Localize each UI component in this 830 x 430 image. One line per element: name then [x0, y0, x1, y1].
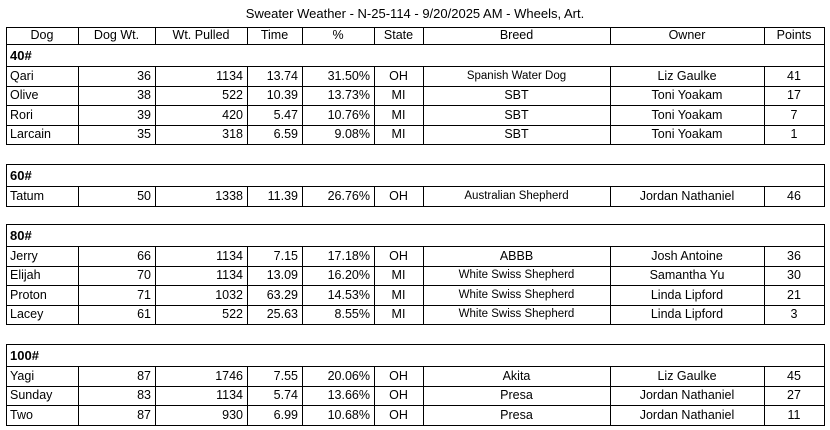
- grid-line: [302, 186, 303, 207]
- cell-points: 36: [787, 248, 801, 263]
- grid-line: [155, 86, 156, 107]
- grid-line: [6, 44, 7, 145]
- cell-wt: 36: [137, 68, 151, 83]
- grid-line: [423, 305, 424, 326]
- cell-state: MI: [391, 88, 406, 103]
- cell-pulled: 420: [222, 107, 243, 122]
- grid-line: [155, 386, 156, 407]
- cell-points: 17: [787, 88, 801, 103]
- cell-owner: Jordan Nathaniel: [639, 388, 735, 403]
- cell-time: 13.74: [266, 68, 298, 83]
- cell-dog: Elijah: [10, 268, 41, 283]
- grid-line: [423, 266, 424, 287]
- cell-dog: Proton: [10, 287, 47, 302]
- cell-breed: SBT: [504, 88, 529, 103]
- cell-points: 3: [790, 307, 798, 322]
- grid-line: [610, 186, 611, 207]
- grid-line: [78, 246, 79, 267]
- cell-state: OH: [389, 407, 408, 422]
- grid-line: [6, 224, 7, 325]
- grid-line: [374, 366, 375, 387]
- cell-wt: 39: [137, 107, 151, 122]
- grid-line: [302, 246, 303, 267]
- grid-line: [302, 366, 303, 387]
- cell-breed: Presa: [500, 407, 533, 422]
- cell-wt: 87: [137, 407, 151, 422]
- column-header-time: Time: [260, 28, 289, 42]
- cell-owner: Liz Gaulke: [657, 368, 717, 383]
- cell-points: 7: [790, 107, 798, 122]
- cell-dog: Lacey: [10, 307, 44, 322]
- cell-pulled: 1338: [215, 188, 243, 203]
- cell-dog: Rori: [10, 107, 33, 122]
- column-header-owner: Owner: [668, 28, 706, 42]
- grid-line: [610, 305, 611, 326]
- cell-pulled: 1746: [215, 368, 243, 383]
- grid-line: [423, 366, 424, 387]
- weight-class-label: 80#: [10, 228, 32, 243]
- grid-line: [610, 366, 611, 387]
- grid-line: [6, 224, 824, 225]
- grid-line: [6, 164, 824, 165]
- cell-pct: 10.68%: [327, 407, 370, 422]
- grid-line: [423, 246, 424, 267]
- grid-line: [78, 66, 79, 87]
- cell-dog: Sunday: [10, 388, 53, 403]
- grid-line: [78, 386, 79, 407]
- cell-owner: Liz Gaulke: [657, 68, 717, 83]
- grid-line: [374, 305, 375, 326]
- column-header-points: Points: [776, 28, 812, 42]
- cell-wt: 61: [137, 307, 151, 322]
- column-header-pct: %: [332, 28, 344, 42]
- grid-line: [78, 266, 79, 287]
- cell-state: OH: [389, 368, 408, 383]
- cell-time: 7.15: [273, 248, 298, 263]
- grid-line: [302, 405, 303, 426]
- cell-state: OH: [389, 68, 408, 83]
- page-title: Sweater Weather - N-25-114 - 9/20/2025 AM - Wheels, Art.: [245, 6, 585, 21]
- cell-wt: 87: [137, 368, 151, 383]
- cell-time: 11.39: [267, 188, 298, 203]
- cell-pct: 26.76%: [327, 188, 370, 203]
- grid-line: [247, 105, 248, 126]
- cell-breed: Presa: [500, 388, 533, 403]
- cell-time: 13.09: [266, 268, 298, 283]
- cell-pct: 8.55%: [334, 307, 370, 322]
- column-header-wt: Dog Wt.: [93, 28, 140, 42]
- grid-line: [6, 44, 824, 45]
- cell-owner: Toni Yoakam: [651, 107, 723, 122]
- grid-line: [764, 186, 765, 207]
- grid-line: [610, 405, 611, 426]
- grid-line: [374, 125, 375, 146]
- cell-breed: White Swiss Shepherd: [458, 308, 575, 321]
- grid-line: [764, 366, 765, 387]
- grid-line: [302, 66, 303, 87]
- cell-pulled: 930: [222, 407, 243, 422]
- grid-line: [764, 86, 765, 107]
- grid-line: [302, 105, 303, 126]
- grid-line: [374, 86, 375, 107]
- cell-time: 6.99: [273, 407, 298, 422]
- cell-breed: SBT: [504, 127, 529, 142]
- grid-line: [6, 344, 824, 345]
- cell-points: 21: [787, 287, 801, 302]
- grid-line: [155, 405, 156, 426]
- grid-line: [78, 366, 79, 387]
- cell-time: 6.59: [273, 127, 298, 142]
- cell-state: MI: [391, 127, 406, 142]
- grid-line: [155, 366, 156, 387]
- cell-wt: 38: [137, 88, 151, 103]
- cell-wt: 83: [137, 388, 151, 403]
- grid-line: [302, 386, 303, 407]
- grid-line: [247, 266, 248, 287]
- grid-line: [78, 105, 79, 126]
- cell-dog: Jerry: [10, 248, 38, 263]
- cell-dog: Two: [10, 407, 33, 422]
- cell-wt: 66: [137, 248, 151, 263]
- grid-line: [764, 246, 765, 267]
- grid-line: [764, 66, 765, 87]
- cell-points: 30: [787, 268, 801, 283]
- grid-line: [764, 27, 765, 44]
- cell-breed: White Swiss Shepherd: [458, 288, 575, 301]
- grid-line: [423, 86, 424, 107]
- cell-pulled: 1134: [216, 68, 243, 83]
- cell-time: 7.55: [273, 368, 298, 383]
- grid-line: [374, 246, 375, 267]
- grid-line: [155, 27, 156, 44]
- cell-pct: 10.76%: [327, 107, 370, 122]
- grid-line: [610, 86, 611, 107]
- grid-line: [78, 27, 79, 44]
- column-header-dog: Dog: [30, 28, 54, 42]
- cell-state: OH: [389, 248, 408, 263]
- grid-line: [423, 285, 424, 306]
- cell-breed: ABBB: [499, 248, 534, 263]
- grid-line: [302, 125, 303, 146]
- cell-state: MI: [391, 307, 406, 322]
- grid-line: [374, 105, 375, 126]
- cell-owner: Jordan Nathaniel: [639, 407, 735, 422]
- grid-line: [302, 266, 303, 287]
- cell-wt: 50: [137, 188, 151, 203]
- grid-line: [764, 266, 765, 287]
- grid-line: [247, 66, 248, 87]
- column-header-state: State: [383, 28, 414, 42]
- cell-points: 1: [790, 127, 798, 142]
- grid-line: [155, 305, 156, 326]
- cell-points: 11: [787, 407, 801, 422]
- grid-line: [78, 285, 79, 306]
- grid-line: [247, 285, 248, 306]
- cell-breed: Akita: [502, 368, 531, 383]
- cell-points: 46: [787, 188, 801, 203]
- grid-line: [247, 405, 248, 426]
- grid-line: [824, 27, 825, 44]
- grid-line: [764, 405, 765, 426]
- cell-owner: Jordan Nathaniel: [639, 188, 735, 203]
- grid-line: [155, 125, 156, 146]
- cell-dog: Tatum: [10, 188, 45, 203]
- grid-line: [610, 266, 611, 287]
- cell-owner: Josh Antoine: [651, 248, 723, 263]
- cell-pulled: 522: [222, 88, 243, 103]
- cell-pulled: 1134: [216, 268, 243, 283]
- grid-line: [155, 285, 156, 306]
- cell-wt: 71: [137, 287, 151, 302]
- grid-line: [302, 285, 303, 306]
- column-header-row: [0, 27, 830, 44]
- cell-wt: 35: [137, 127, 151, 142]
- grid-line: [423, 125, 424, 146]
- cell-pct: 20.06%: [327, 368, 370, 383]
- cell-dog: Yagi: [10, 368, 35, 383]
- column-header-pulled: Wt. Pulled: [172, 28, 230, 42]
- cell-pulled: 522: [222, 307, 243, 322]
- grid-line: [374, 386, 375, 407]
- grid-line: [423, 405, 424, 426]
- cell-pct: 13.66%: [327, 388, 370, 403]
- column-header-breed: Breed: [499, 28, 534, 42]
- cell-pulled: 1134: [216, 388, 243, 403]
- weight-class-label: 60#: [10, 168, 32, 183]
- grid-line: [423, 27, 424, 44]
- grid-line: [764, 285, 765, 306]
- weight-class-label: 40#: [10, 48, 32, 63]
- grid-line: [155, 105, 156, 126]
- grid-line: [764, 386, 765, 407]
- grid-line: [6, 27, 824, 28]
- cell-dog: Larcain: [10, 127, 51, 142]
- grid-line: [824, 224, 825, 325]
- cell-points: 41: [787, 68, 801, 83]
- grid-line: [610, 27, 611, 44]
- grid-line: [302, 305, 303, 326]
- cell-owner: Samantha Yu: [649, 268, 725, 283]
- cell-breed: Australian Shepherd: [464, 189, 569, 202]
- grid-line: [155, 266, 156, 287]
- grid-line: [78, 305, 79, 326]
- cell-wt: 70: [137, 268, 151, 283]
- grid-line: [78, 125, 79, 146]
- cell-time: 5.74: [273, 388, 298, 403]
- cell-points: 27: [787, 388, 801, 403]
- grid-line: [374, 186, 375, 207]
- grid-line: [155, 246, 156, 267]
- grid-line: [764, 305, 765, 326]
- grid-line: [155, 66, 156, 87]
- grid-line: [374, 405, 375, 426]
- grid-line: [374, 285, 375, 306]
- grid-line: [610, 246, 611, 267]
- grid-line: [247, 366, 248, 387]
- cell-pct: 16.20%: [327, 268, 370, 283]
- cell-time: 5.47: [273, 107, 298, 122]
- grid-line: [78, 86, 79, 107]
- cell-pct: 31.50%: [327, 68, 370, 83]
- grid-line: [78, 405, 79, 426]
- cell-breed: SBT: [504, 107, 529, 122]
- cell-state: MI: [391, 287, 406, 302]
- grid-line: [247, 27, 248, 44]
- grid-line: [824, 44, 825, 145]
- cell-dog: Olive: [10, 88, 39, 103]
- cell-pct: 9.08%: [334, 127, 370, 142]
- grid-line: [423, 386, 424, 407]
- grid-line: [78, 186, 79, 207]
- cell-time: 25.63: [266, 307, 298, 322]
- grid-line: [824, 164, 825, 207]
- cell-breed: White Swiss Shepherd: [458, 269, 575, 282]
- grid-line: [302, 86, 303, 107]
- cell-pulled: 1134: [216, 248, 243, 263]
- cell-owner: Toni Yoakam: [651, 88, 723, 103]
- cell-state: MI: [391, 268, 406, 283]
- cell-pulled: 1032: [215, 287, 243, 302]
- weight-class-label: 100#: [10, 348, 39, 363]
- grid-line: [374, 66, 375, 87]
- grid-line: [423, 105, 424, 126]
- cell-time: 10.39: [266, 88, 298, 103]
- grid-line: [247, 246, 248, 267]
- grid-line: [764, 105, 765, 126]
- grid-line: [374, 27, 375, 44]
- cell-dog: Qari: [10, 68, 34, 83]
- cell-state: MI: [391, 107, 406, 122]
- cell-owner: Toni Yoakam: [651, 127, 723, 142]
- cell-pulled: 318: [222, 127, 243, 142]
- grid-line: [824, 344, 825, 426]
- grid-line: [610, 386, 611, 407]
- grid-line: [610, 105, 611, 126]
- cell-time: 63.29: [266, 287, 298, 302]
- grid-line: [247, 186, 248, 207]
- cell-owner: Linda Lipford: [650, 307, 724, 322]
- cell-state: OH: [389, 388, 408, 403]
- grid-line: [247, 305, 248, 326]
- grid-line: [247, 125, 248, 146]
- grid-line: [374, 266, 375, 287]
- grid-line: [6, 27, 7, 44]
- cell-state: OH: [389, 188, 408, 203]
- cell-pct: 17.18%: [327, 248, 370, 263]
- grid-line: [6, 164, 7, 207]
- grid-line: [247, 86, 248, 107]
- grid-line: [610, 285, 611, 306]
- grid-line: [423, 186, 424, 207]
- cell-pct: 14.53%: [327, 287, 370, 302]
- grid-line: [155, 186, 156, 207]
- grid-line: [764, 125, 765, 146]
- grid-line: [423, 66, 424, 87]
- grid-line: [610, 125, 611, 146]
- cell-owner: Linda Lipford: [650, 287, 724, 302]
- grid-line: [302, 27, 303, 44]
- cell-points: 45: [787, 368, 801, 383]
- grid-line: [610, 66, 611, 87]
- cell-breed: Spanish Water Dog: [466, 69, 567, 82]
- grid-line: [247, 386, 248, 407]
- cell-pct: 13.73%: [327, 88, 370, 103]
